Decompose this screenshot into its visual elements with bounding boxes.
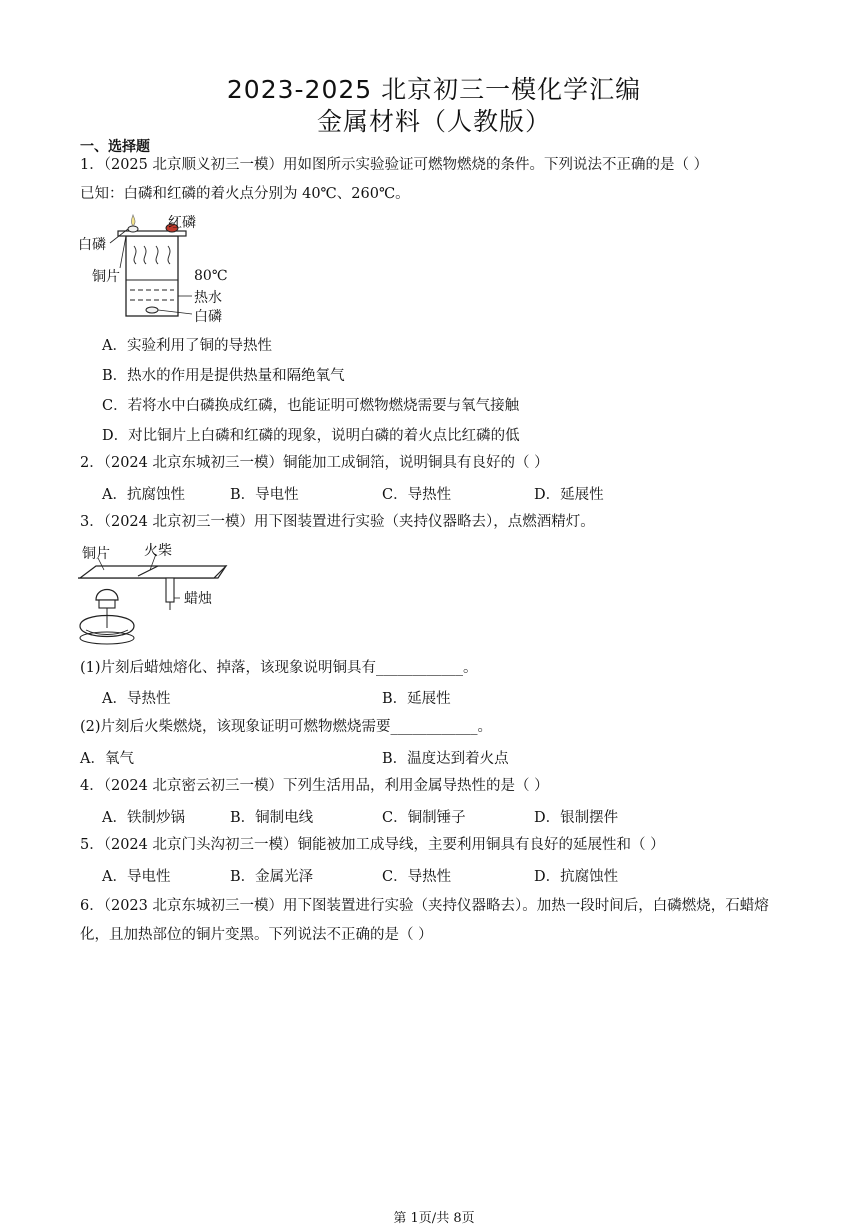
q1-label-hot-water: 热水 [194, 290, 222, 306]
q3-label-candle: 蜡烛 [184, 591, 212, 607]
q5-option-a: A．导电性 [102, 869, 171, 885]
q1-stem: 1．（2025 北京顺义初三一模）用如图所示实验验证可燃物燃烧的条件。下列说法不正确的是（ ） [80, 157, 709, 173]
q1-known: 已知：白磷和红磷的着火点分别为 40℃、260℃。 [80, 186, 410, 202]
q1-option-b: B．热水的作用是提供热量和隔绝氧气 [102, 368, 345, 384]
q3-sub2: (2)片刻后火柴燃烧，该现象证明可燃物燃烧需要____________。 [80, 719, 493, 735]
q5-option-b: B．金属光泽 [230, 869, 314, 885]
q3-sub1-option-b: B．延展性 [382, 691, 451, 707]
q4-option-a: A．铁制炒锅 [102, 810, 185, 826]
q1-label-temperature: 80℃ [194, 268, 228, 284]
q5-option-d: D．抗腐蚀性 [534, 869, 619, 885]
q1-option-d: D．对比铜片上白磷和红磷的现象，说明白磷的着火点比红磷的低 [102, 428, 520, 444]
q1-label-red-phosphorus: 红磷 [168, 215, 196, 231]
q3-sub1-option-a: A．导热性 [102, 691, 171, 707]
q6-stem-line1: 6．（2023 北京东城初三一模）用下图装置进行实验（夹持仪器略去）。加热一段时间后，白磷燃烧，石蜡熔 [80, 898, 769, 914]
q6-stem-line2: 化，且加热部位的铜片变黑。下列说法不正确的是（ ） [80, 927, 433, 943]
q3-sub2-option-b: B．温度达到着火点 [382, 751, 509, 767]
q1-label-white-phosphorus-top: 白磷 [78, 237, 106, 253]
page-title-line1: 2023-2025 北京初三一模化学汇编 [226, 75, 642, 104]
q2-option-c: C．导热性 [382, 487, 452, 503]
q2-option-d: D．延展性 [534, 487, 604, 503]
q3-stem: 3．（2024 北京初三一模）用下图装置进行实验（夹持仪器略去），点燃酒精灯。 [80, 514, 595, 530]
q4-stem: 4．（2024 北京密云初三一模）下列生活用品，利用金属导热性的是（ ） [80, 778, 549, 794]
q2-stem: 2．（2024 北京东城初三一模）铜能加工成铜箔，说明铜具有良好的（ ） [80, 455, 549, 471]
q3-sub2-option-a: A．氧气 [80, 751, 134, 767]
q1-label-copper-sheet: 铜片 [92, 269, 120, 285]
q1-option-c: C．若将水中白磷换成红磷，也能证明可燃物燃烧需要与氧气接触 [102, 398, 520, 414]
page-footer: 第 1页/共 8页 [393, 1211, 475, 1226]
q4-option-b: B．铜制电线 [230, 810, 314, 826]
q3-label-match: 火柴 [144, 543, 172, 559]
q2-option-a: A．抗腐蚀性 [102, 487, 185, 503]
page-title-line2: 金属材料（人教版） [316, 107, 551, 136]
q5-option-c: C．导热性 [382, 869, 452, 885]
q3-label-copper-sheet: 铜片 [82, 546, 110, 562]
section-heading: 一、选择题 [80, 139, 150, 155]
q4-option-d: D．银制摆件 [534, 810, 619, 826]
q3-sub1: (1)片刻后蜡烛熔化、掉落，该现象说明铜具有____________。 [80, 660, 478, 676]
q5-stem: 5．（2024 北京门头沟初三一模）铜能被加工成导线，主要利用铜具有良好的延展性和（ ） [80, 837, 665, 853]
q1-label-white-phosphorus-bottom: 白磷 [194, 309, 222, 325]
q4-option-c: C．铜制锤子 [382, 810, 466, 826]
q2-option-b: B．导电性 [230, 487, 299, 503]
q1-option-a: A．实验利用了铜的导热性 [102, 338, 272, 354]
